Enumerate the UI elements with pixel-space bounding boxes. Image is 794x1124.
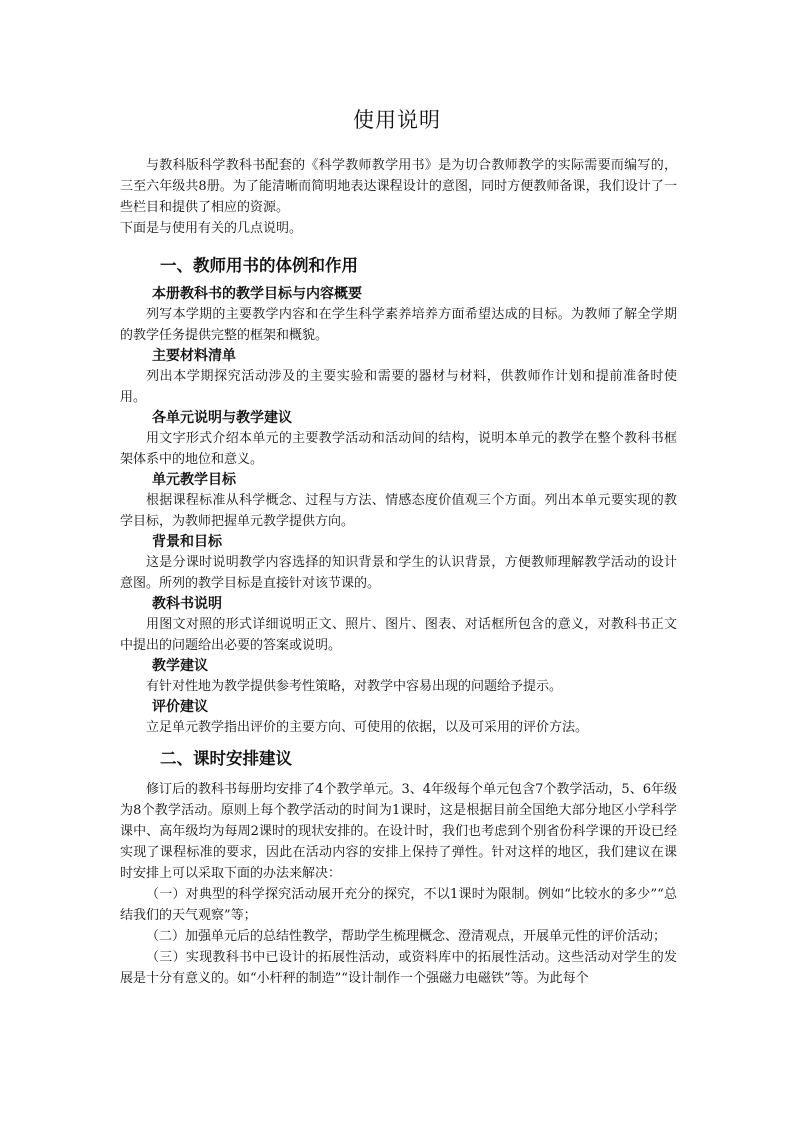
item-title: 主要材料清单 bbox=[152, 348, 236, 364]
item-body: 列出本学期探究活动涉及的主要实验和需要的器材与材料，供教师作计划和提前准备时使用。 bbox=[120, 369, 677, 405]
item-title: 本册教科书的教学目标与内容概要 bbox=[152, 286, 362, 302]
item-body: 用文字形式介绍本单元的主要教学活动和活动间的结构，说明本单元的教学在整个教科书框架体系中的地位和意义。 bbox=[120, 431, 677, 467]
intro-note: 下面是与使用有关的几点说明。 bbox=[120, 221, 303, 236]
item-title: 评价建议 bbox=[152, 699, 208, 715]
item-body: 立足单元教学指出评价的主要方向、可使用的依据，以及可采用的评价方法。 bbox=[146, 720, 589, 735]
item-title: 单元教学目标 bbox=[152, 472, 236, 488]
schedule-option-3: （三）实现教科书中已设计的拓展性活动，或资料库中的拓展性活动。这些活动对学生的发展是十分有意义的。如“小杆秤的制造”“设计制作一个强磁力电磁铁”等。为此每个 bbox=[120, 950, 677, 986]
item-title: 背景和目标 bbox=[152, 534, 222, 550]
section-heading-2: 二、课时安排建议 bbox=[160, 749, 292, 768]
item-title: 各单元说明与教学建议 bbox=[152, 410, 292, 426]
schedule-paragraph: 修订后的教科书每册均安排了4个教学单元。3、4年级每个单元包含7个教学活动，5、6年级为8个教学活动。原则上每个教学活动的时间为1课时，这是根据目前全国绝大部分地区小学科学课中、高年级均为每周2课时的现状安排的。在设计时，我们也考虑到个别省份科学课的开设已经实现了课程标准的要求，因此在活动内容的安排上保持了弹性。针对这样的地区，我们建议在课时安排上可以采取下面的办法来解决： bbox=[120, 782, 677, 881]
section-heading-1: 一、教师用书的体例和作用 bbox=[160, 256, 358, 275]
item-body: 根据课程标准从科学概念、过程与方法、情感态度价值观三个方面。列出本单元要实现的教学目标，为教师把握单元教学提供方向。 bbox=[120, 493, 677, 529]
page-title: 使用说明 bbox=[353, 108, 441, 132]
section-2-body bbox=[120, 779, 677, 989]
section-1-items bbox=[120, 284, 677, 738]
schedule-option-2: （二）加强单元后的总结性教学，帮助学生梳理概念、澄清观点，开展单元性的评价活动； bbox=[146, 929, 667, 944]
intro-paragraph: 与教科版科学教科书配套的《科学教师教学用书》是为切合教师教学的实际需要而编写的，三至六年级共8册。为了能清晰而简明地表达课程设计的意图，同时方便教师备课，我们设计了一些栏目和提供了相应的资源。 bbox=[120, 158, 677, 215]
document-body bbox=[120, 155, 677, 989]
item-body: 有针对性地为教学提供参考性策略，对教学中容易出现的问题给予提示。 bbox=[146, 679, 563, 694]
schedule-option-1: （一）对典型的科学探究活动展开充分的探究，不以1课时为限制。例如“比较水的多少”“总结我们的天气观察”等； bbox=[120, 887, 677, 923]
item-body: 列写本学期的主要教学内容和在学生科学素养培养方面希望达成的目标。为教师了解全学期的教学任务提供完整的框架和概貌。 bbox=[120, 307, 677, 343]
item-title: 教学建议 bbox=[152, 658, 208, 674]
item-body: 用图文对照的形式详细说明正文、照片、图片、图表、对话框所包含的意义，对教科书正文中提出的问题给出必要的答案或说明。 bbox=[120, 617, 677, 653]
item-title: 教科书说明 bbox=[152, 596, 222, 612]
item-body: 这是分课时说明教学内容选择的知识背景和学生的认识背景，方便教师理解教学活动的设计意图。所列的教学目标是直接针对该节课的。 bbox=[120, 555, 677, 591]
